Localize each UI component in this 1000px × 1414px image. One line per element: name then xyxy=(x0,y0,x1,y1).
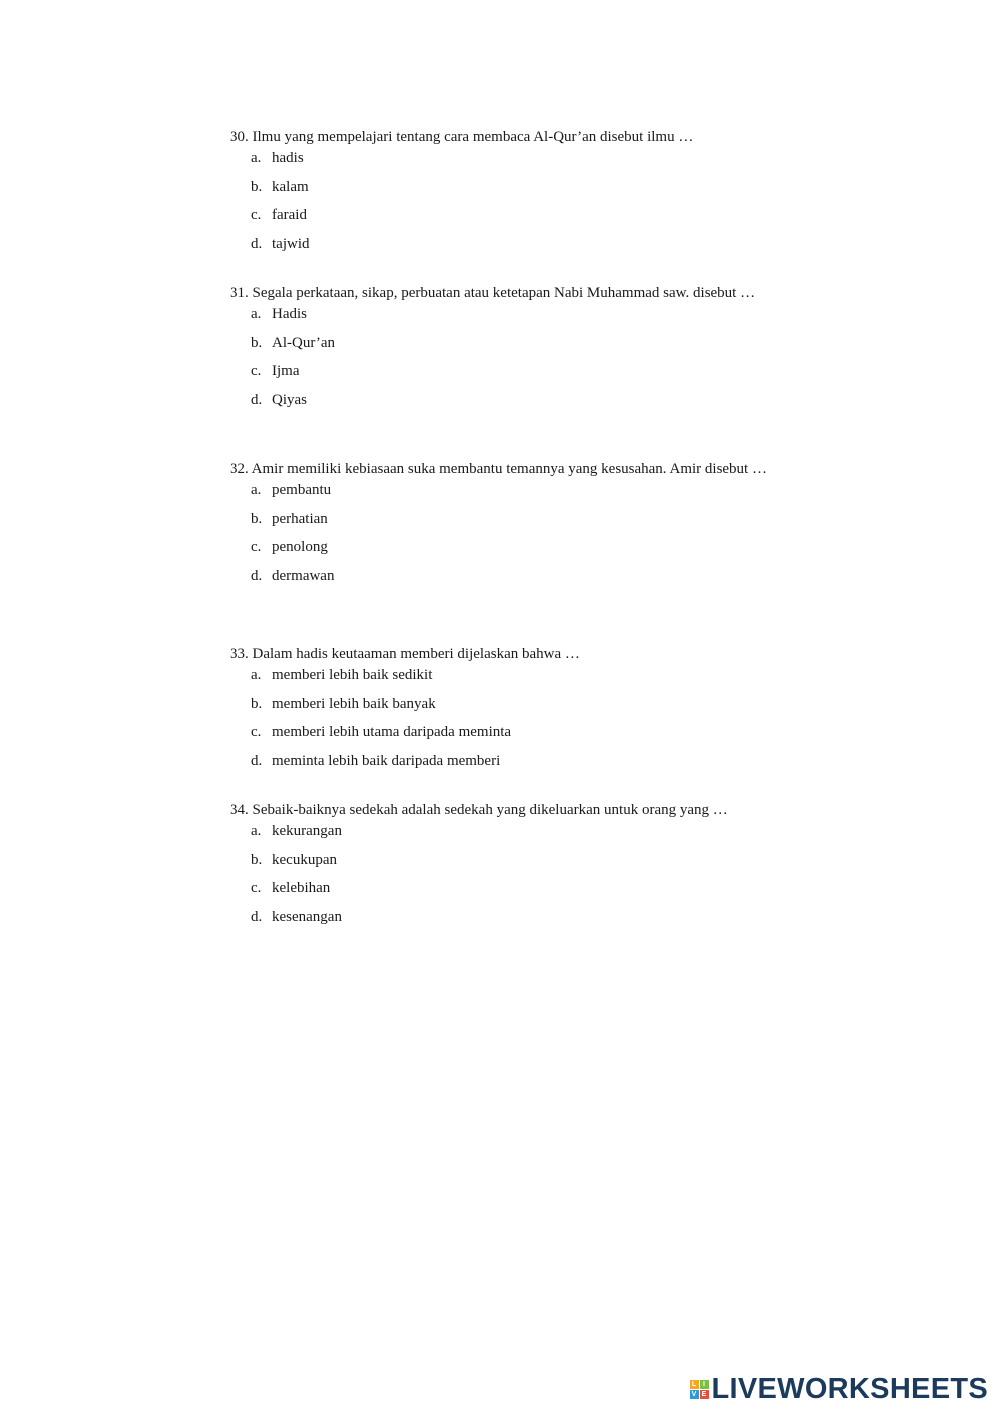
option-item[interactable] xyxy=(230,509,770,538)
option-text: memberi lebih baik sedikit xyxy=(272,667,433,683)
logo-text: LIVEWORKSHEETS xyxy=(711,1373,988,1405)
option-letter: c. xyxy=(251,880,262,897)
option-text: kelebihan xyxy=(272,880,331,897)
option-letter: b. xyxy=(251,695,263,712)
option-item[interactable] xyxy=(230,722,770,751)
option-letter: d. xyxy=(251,236,263,253)
option-letter: c. xyxy=(251,539,262,556)
option-letter: d. xyxy=(251,392,263,409)
question-32 xyxy=(230,459,770,595)
option-text: memberi lebih baik banyak xyxy=(272,695,436,712)
question-text: 30. Ilmu yang mempelajari tentang cara membaca Al-Qur’an disebut ilmu … xyxy=(230,129,694,145)
option-text: pembantu xyxy=(272,482,332,498)
option-text: faraid xyxy=(272,207,307,224)
option-item[interactable] xyxy=(230,205,770,234)
option-list xyxy=(230,304,770,419)
option-letter: b. xyxy=(251,851,263,868)
option-item[interactable] xyxy=(230,390,770,419)
option-letter: d. xyxy=(251,568,263,585)
option-list xyxy=(230,480,770,595)
option-text: Al-Qur’an xyxy=(272,334,336,351)
option-text: tajwid xyxy=(272,236,310,253)
question-34 xyxy=(230,800,770,936)
logo-mark-cell: V xyxy=(690,1390,699,1399)
option-item[interactable] xyxy=(230,566,770,595)
option-text: memberi lebih utama daripada meminta xyxy=(272,724,512,741)
option-item[interactable] xyxy=(230,850,770,879)
option-item[interactable] xyxy=(230,333,770,362)
option-item[interactable] xyxy=(230,148,770,177)
option-item[interactable] xyxy=(230,480,770,509)
liveworksheets-logo xyxy=(690,1373,989,1406)
option-letter: d. xyxy=(251,909,263,926)
option-text: dermawan xyxy=(272,568,335,585)
logo-mark-cell: I xyxy=(700,1380,709,1389)
option-item[interactable] xyxy=(230,177,770,206)
option-text: hadis xyxy=(272,150,304,166)
option-letter: c. xyxy=(251,724,262,741)
option-letter: b. xyxy=(251,510,263,527)
question-31 xyxy=(230,283,770,419)
option-text: kekurangan xyxy=(272,823,342,839)
option-item[interactable] xyxy=(230,878,770,907)
option-letter: a. xyxy=(251,823,262,839)
option-list xyxy=(230,148,770,263)
logo-mark-icon xyxy=(690,1380,709,1399)
option-text: meminta lebih baik daripada memberi xyxy=(272,753,501,770)
question-33 xyxy=(230,644,770,780)
option-item[interactable] xyxy=(230,361,770,390)
option-item[interactable] xyxy=(230,907,770,936)
option-text: Qiyas xyxy=(272,392,307,409)
question-text: 33. Dalam hadis keutaaman memberi dijelaskan bahwa … xyxy=(230,646,580,662)
option-item[interactable] xyxy=(230,304,770,333)
option-letter: a. xyxy=(251,667,262,683)
option-list xyxy=(230,665,770,780)
option-text: perhatian xyxy=(272,510,328,527)
question-30 xyxy=(230,127,770,263)
option-item[interactable] xyxy=(230,537,770,566)
option-item[interactable] xyxy=(230,694,770,723)
question-text: 31. Segala perkataan, sikap, perbuatan atau ketetapan Nabi Muhammad saw. disebut … xyxy=(230,285,756,301)
option-text: penolong xyxy=(272,539,328,556)
option-text: Hadis xyxy=(272,306,307,322)
logo-mark-cell: E xyxy=(700,1390,709,1399)
option-letter: c. xyxy=(251,207,262,224)
option-letter: b. xyxy=(251,178,263,195)
option-letter: d. xyxy=(251,753,263,770)
option-item[interactable] xyxy=(230,751,770,780)
option-letter: a. xyxy=(251,306,262,322)
option-letter: b. xyxy=(251,334,263,351)
option-item[interactable] xyxy=(230,234,770,263)
option-letter: c. xyxy=(251,363,262,380)
logo-mark-cell: L xyxy=(690,1380,699,1389)
option-text: kesenangan xyxy=(272,909,342,926)
option-item[interactable] xyxy=(230,821,770,850)
option-text: kecukupan xyxy=(272,851,337,868)
option-letter: a. xyxy=(251,150,262,166)
option-letter: a. xyxy=(251,482,262,498)
option-item[interactable] xyxy=(230,665,770,694)
question-text: 34. Sebaik-baiknya sedekah adalah sedekah yang dikeluarkan untuk orang yang … xyxy=(230,802,728,818)
option-list xyxy=(230,821,770,936)
question-text: 32. Amir memiliki kebiasaan suka membantu temannya yang kesusahan. Amir disebut … xyxy=(230,461,767,477)
option-text: kalam xyxy=(272,178,309,195)
option-text: Ijma xyxy=(272,363,300,380)
